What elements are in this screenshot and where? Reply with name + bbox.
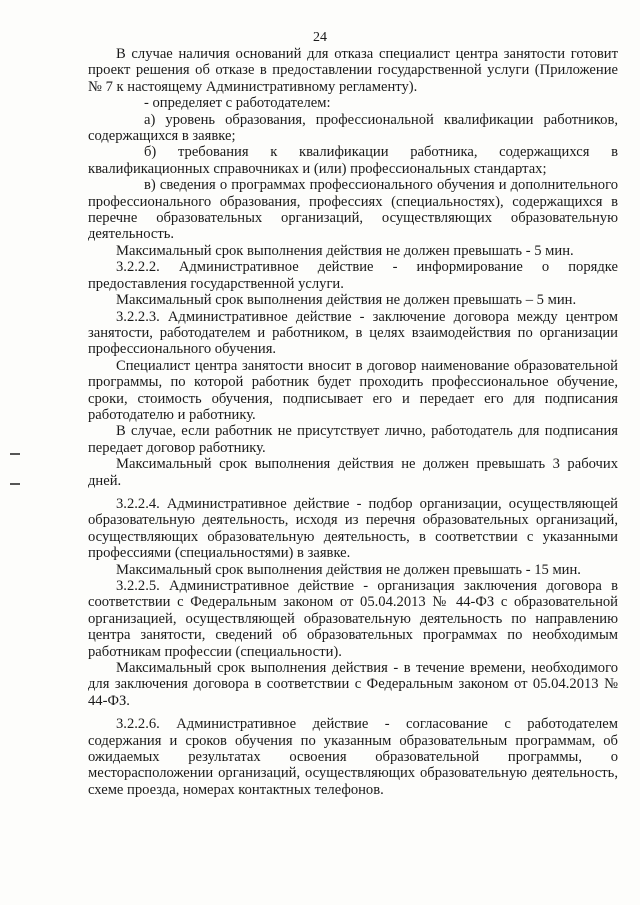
paragraph: 3.2.2.4. Административное действие - подбор организации, осуществляющей образовательную деятельность, исходя из перечня образовательных организаций, осуществляющих образовательную деятельность, в соответствии с указанными профессиями (специальностями) в заявке.	[88, 495, 618, 562]
margin-mark	[10, 453, 20, 455]
paragraph: Максимальный срок выполнения действия не должен превышать - 5 мин.	[116, 242, 574, 259]
page-number: 24	[313, 30, 327, 45]
paragraph: Максимальный срок выполнения действия не должен превышать - 15 мин.	[116, 561, 581, 578]
paragraph: 3.2.2.5. Административное действие - организация заключения договора в соответствии с Федеральным законом от 05.04.2013 № 44-ФЗ с образовательной организацией, осуществляющей образовательную деятельность по направлению центра занятости, сведений об образовательных программах по необходимым работникам профессии (специальности).	[88, 578, 618, 660]
margin-mark	[10, 483, 20, 485]
paragraph: в) сведения о программах профессионального обучения и дополнительного профессионального образования, профессиях (специальностях), содержащихся в перечне образовательных организаций, осуществляющих образовательную деятельность.	[88, 177, 618, 243]
paragraph: Максимальный срок выполнения действия не должен превышать – 5 мин.	[116, 292, 577, 309]
paragraph: б) требования к квалификации работника, содержащихся в квалификационных справочниках и (или) профессиональных стандартах;	[88, 144, 618, 177]
paragraph: Специалист центра занятости вносит в договор наименование образовательной программы, по которой работник будет проходить профессиональное обучение, сроки, стоимость обучения, подписывает его и передает его для подписания работодателю и работнику.	[88, 357, 618, 423]
paragraph: - определяет с работодателем:	[144, 95, 331, 112]
paragraph: 3.2.2.3. Административное действие - заключение договора между центром занятости, работодателем и работником, в целях взаимодействия по организации профессионального обучения.	[88, 308, 618, 358]
document-body	[88, 46, 618, 798]
paragraph: 3.2.2.2. Административное действие - информирование о порядке предоставления государственной услуги.	[88, 259, 618, 292]
paragraph: а) уровень образования, профессиональной квалификации работников, содержащихся в заявке;	[88, 111, 618, 145]
paragraph: В случае наличия оснований для отказа специалист центра занятости готовит проект решения об отказе в предоставлении государственной услуги (Приложение № 7 к настоящему Административному регламенту).	[88, 46, 618, 95]
paragraph: Максимальный срок выполнения действия не должен превышать 3 рабочих дней.	[88, 456, 618, 489]
paragraph: В случае, если работник не присутствует лично, работодатель для подписания передает договор работнику.	[88, 423, 618, 456]
paragraph: 3.2.2.6. Административное действие - согласование с работодателем содержания и сроков обучения по указанным образовательным программам, об ожидаемых результатах освоения образовательной программы, о месторасположении организаций, осуществляющих образовательную деятельность, схеме проезда, номерах контактных телефонов.	[88, 716, 618, 798]
paragraph: Максимальный срок выполнения действия - в течение времени, необходимого для заключения договора в соответствии с Федеральным законом от 05.04.2013 № 44-ФЗ.	[88, 660, 618, 709]
